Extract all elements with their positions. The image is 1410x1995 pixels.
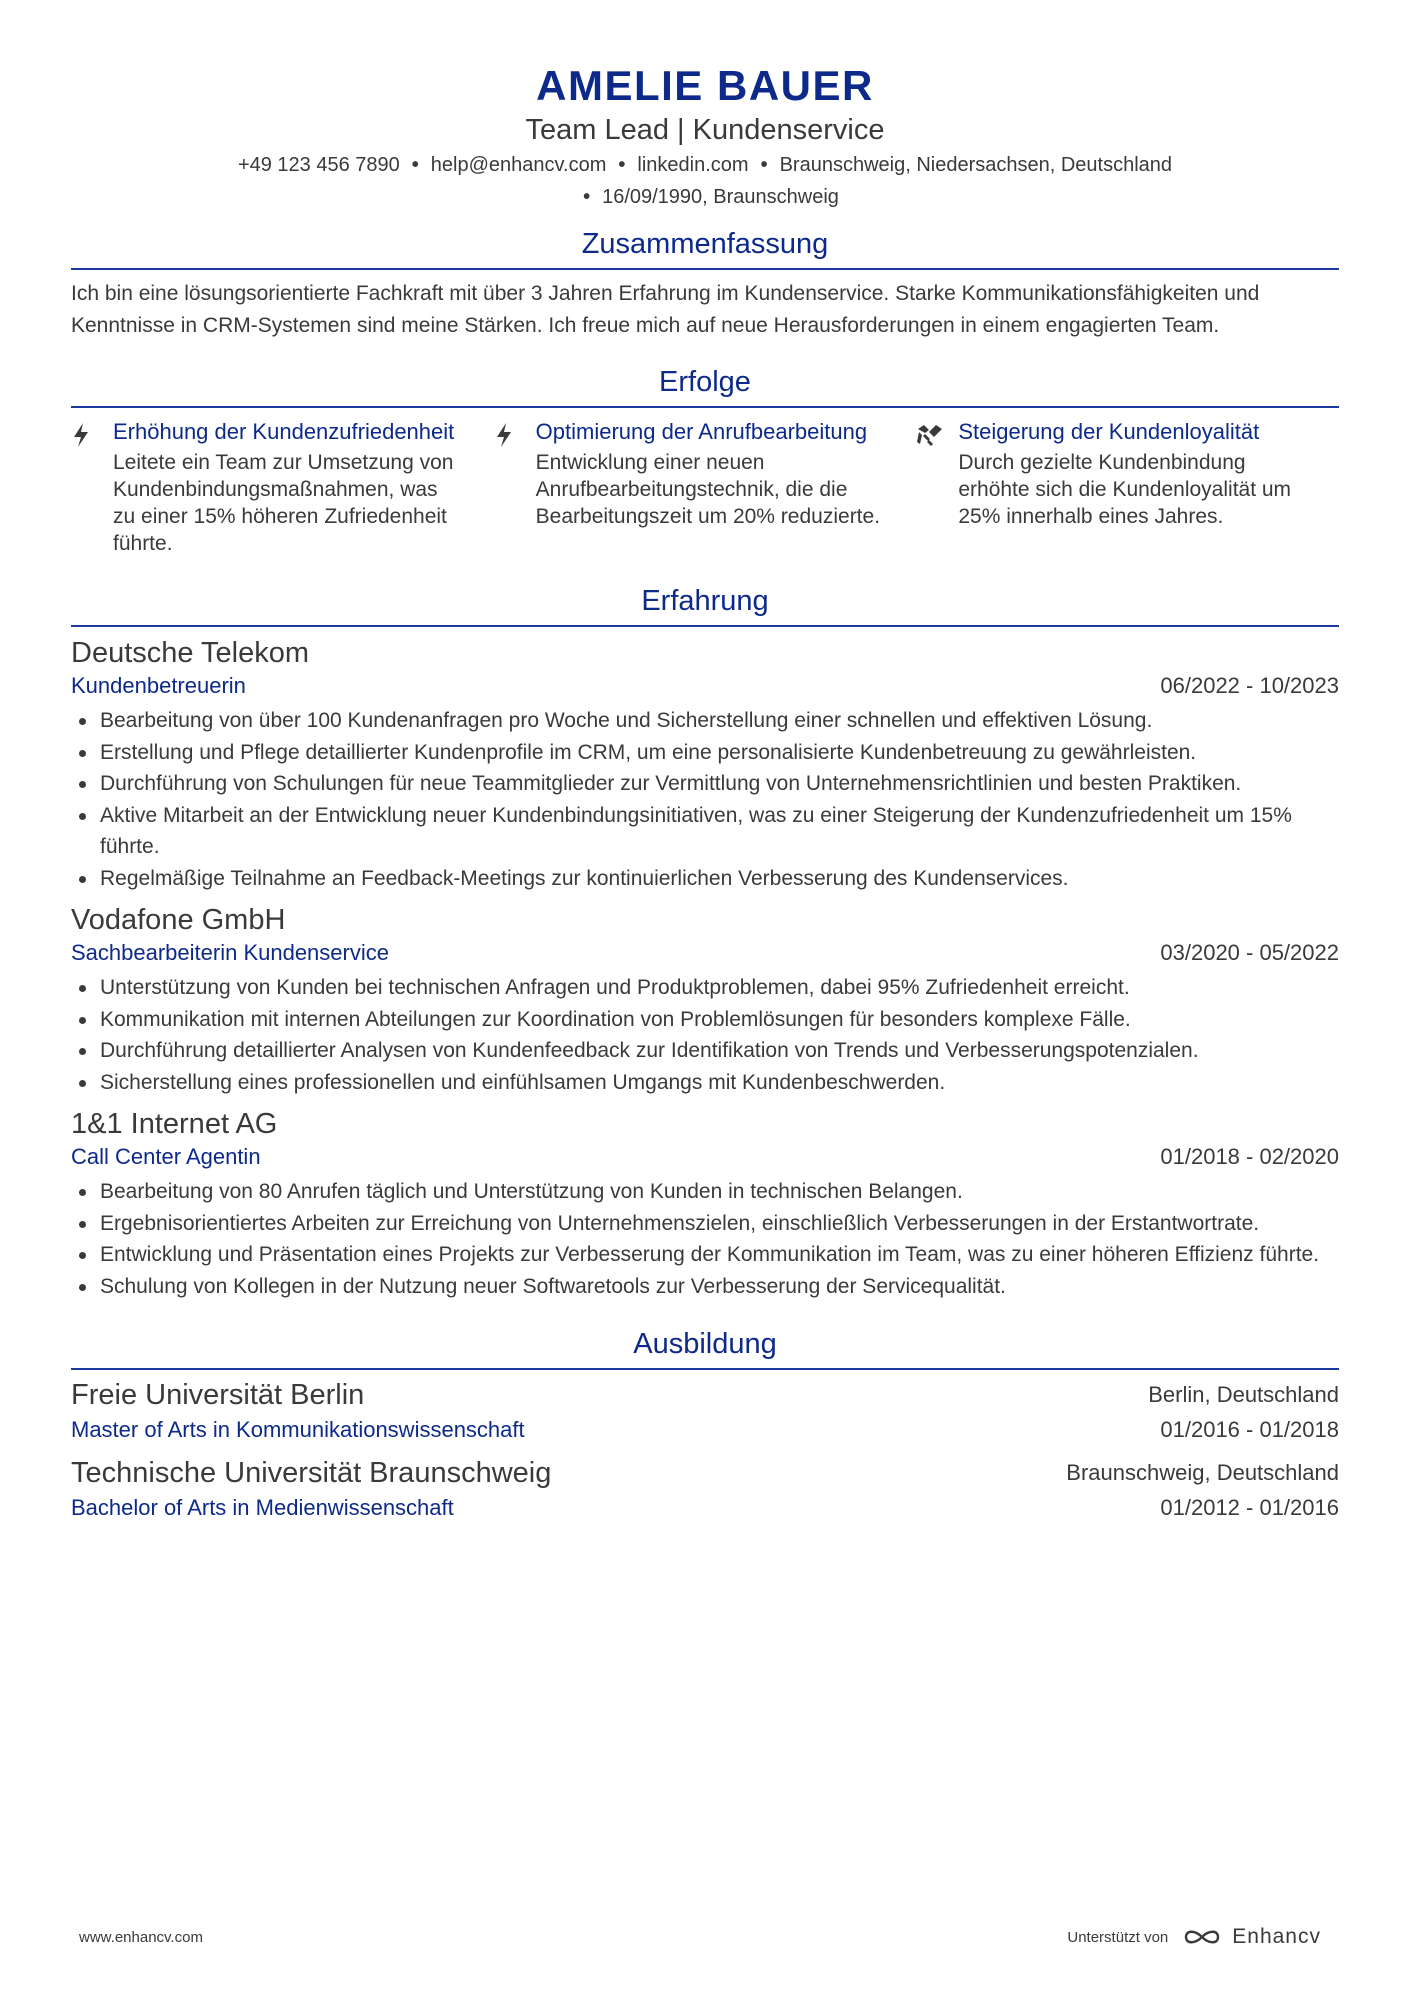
separator-dot: • (411, 154, 419, 176)
section-title-education: Ausbildung (71, 1326, 1339, 1370)
location: Braunschweig, Niedersachsen, Deutschland (779, 154, 1173, 176)
job-bullets (71, 705, 1339, 894)
separator-dot: • (618, 154, 626, 176)
job-entry (71, 635, 1339, 894)
degree: Bachelor of Arts in Medienwissenschaft (71, 1495, 454, 1520)
education-entry (71, 1454, 1339, 1524)
enhancv-logo (1180, 1925, 1321, 1949)
education-dates: 01/2012 - 01/2016 (1160, 1495, 1339, 1520)
company-name: Vodafone GmbH (71, 904, 286, 936)
achievement-item (916, 418, 1339, 557)
lightning-icon (71, 418, 113, 557)
list-item: Ergebnisorientiertes Arbeiten zur Erreichung von Unternehmenszielen, einschließlich Verbesserungen in der Erstantwortrate. (71, 1208, 1339, 1240)
summary-section (71, 226, 1339, 342)
list-item: Kommunikation mit internen Abteilungen zur Koordination von Problemlösungen für besonders komplexe Fälle. (71, 1004, 1339, 1036)
section-title-summary: Zusammenfassung (71, 226, 1339, 270)
degree: Master of Arts in Kommunikationswissenschaft (71, 1417, 525, 1442)
job-dates: 01/2018 - 02/2020 (1160, 1144, 1339, 1169)
handshake-icon (916, 418, 958, 557)
list-item: Durchführung von Schulungen für neue Teammitglieder zur Vermittlung von Unternehmensrichtlinien und besten Praktiken. (71, 768, 1339, 800)
education-dates: 01/2016 - 01/2018 (1160, 1417, 1339, 1442)
job-entry (71, 902, 1339, 1098)
education-entry (71, 1376, 1339, 1446)
contact-line-2 (71, 182, 1339, 212)
job-dates: 03/2020 - 05/2022 (1160, 940, 1339, 965)
powered-by-label: Unterstützt von (1067, 1928, 1169, 1946)
lightning-icon (494, 418, 536, 557)
brand-name: Enhancv (1232, 1925, 1321, 1948)
list-item: Aktive Mitarbeit an der Entwicklung neuer Kundenbindungsinitiativen, was zu einer Steigerung der Kundenzufriedenheit um 15% führte. (71, 800, 1339, 863)
achievements-section (71, 364, 1339, 557)
school-location: Berlin, Deutschland (1148, 1382, 1339, 1407)
list-item: Entwicklung und Präsentation eines Projekts zur Verbesserung der Kommunikation im Team, was zu einer höheren Effizienz führte. (71, 1239, 1339, 1271)
job-bullets (71, 972, 1339, 1098)
list-item: Erstellung und Pflege detaillierter Kundenprofile im CRM, um eine personalisierte Kundenbetreuung zu gewährleisten. (71, 737, 1339, 769)
job-role: Call Center Agentin (71, 1144, 261, 1169)
birth-info: 16/09/1990, Braunschweig (602, 186, 839, 208)
section-title-experience: Erfahrung (71, 583, 1339, 627)
separator-dot: • (583, 186, 591, 208)
achievement-text: Leitete ein Team zur Umsetzung von Kundenbindungsmaßnahmen, was zu einer 15% höheren Zufriedenheit führte. (113, 451, 454, 555)
list-item: Sicherstellung eines professionellen und einfühlsamen Umgangs mit Kundenbeschwerden. (71, 1067, 1339, 1099)
achievement-item (494, 418, 917, 557)
summary-text: Ich bin eine lösungsorientierte Fachkraft mit über 3 Jahren Erfahrung im Kundenservice. Starke Kommunikationsfähigkeiten und Kenntnisse in CRM-Systemen sind meine Stärken. Ich freue mich auf neue Herausforderungen in einem engagierten Team. (71, 282, 1260, 337)
achievement-title: Steigerung der Kundenloyalität (958, 419, 1260, 444)
achievements-list (71, 418, 1339, 557)
list-item: Bearbeitung von über 100 Kundenanfragen pro Woche und Sicherstellung einer schnellen und effektiven Lösung. (71, 705, 1339, 737)
phone: +49 123 456 7890 (237, 154, 400, 176)
school-location: Braunschweig, Deutschland (1066, 1460, 1339, 1485)
infinity-icon (1180, 1926, 1224, 1948)
experience-section (71, 583, 1339, 1302)
school-name: Freie Universität Berlin (71, 1379, 365, 1411)
footer-brand (1067, 1925, 1321, 1949)
achievement-title: Erhöhung der Kundenzufriedenheit (113, 419, 455, 444)
list-item: Bearbeitung von 80 Anrufen täglich und Unterstützung von Kunden in technischen Belangen. (71, 1176, 1339, 1208)
company-name: 1&1 Internet AG (71, 1108, 278, 1140)
education-section (71, 1326, 1339, 1524)
school-name: Technische Universität Braunschweig (71, 1457, 552, 1489)
list-item: Regelmäßige Teilnahme an Feedback-Meetings zur kontinuierlichen Verbesserung des Kundenservices. (71, 863, 1339, 895)
candidate-name: AMELIE BAUER (536, 62, 874, 109)
email[interactable]: help@enhancv.com (430, 154, 607, 176)
section-title-achievements: Erfolge (71, 364, 1339, 408)
achievement-text: Durch gezielte Kundenbindung erhöhte sich die Kundenloyalität um 25% innerhalb eines Jahres. (958, 451, 1292, 528)
resume-header (71, 0, 1339, 212)
achievement-title: Optimierung der Anrufbearbeitung (535, 419, 868, 444)
candidate-title: Team Lead | Kundenservice (525, 114, 885, 146)
job-bullets (71, 1176, 1339, 1302)
separator-dot: • (760, 154, 768, 176)
job-role: Kundenbetreuerin (71, 673, 246, 698)
linkedin[interactable]: linkedin.com (637, 154, 749, 176)
page-footer (79, 1925, 1321, 1949)
list-item: Schulung von Kollegen in der Nutzung neuer Softwaretools zur Verbesserung der Servicequalität. (71, 1271, 1339, 1303)
contact-line (71, 150, 1339, 180)
job-dates: 06/2022 - 10/2023 (1160, 673, 1339, 698)
footer-website[interactable]: www.enhancv.com (79, 1928, 203, 1946)
company-name: Deutsche Telekom (71, 637, 310, 669)
achievement-text: Entwicklung einer neuen Anrufbearbeitungstechnik, die die Bearbeitungszeit um 20% reduzierte. (535, 451, 881, 528)
list-item: Unterstützung von Kunden bei technischen Anfragen und Produktproblemen, dabei 95% Zufriedenheit erreicht. (71, 972, 1339, 1004)
job-role: Sachbearbeiterin Kundenservice (71, 940, 389, 965)
achievement-item (71, 418, 494, 557)
job-entry (71, 1106, 1339, 1302)
list-item: Durchführung detaillierter Analysen von Kundenfeedback zur Identifikation von Trends und Verbesserungspotenzialen. (71, 1035, 1339, 1067)
